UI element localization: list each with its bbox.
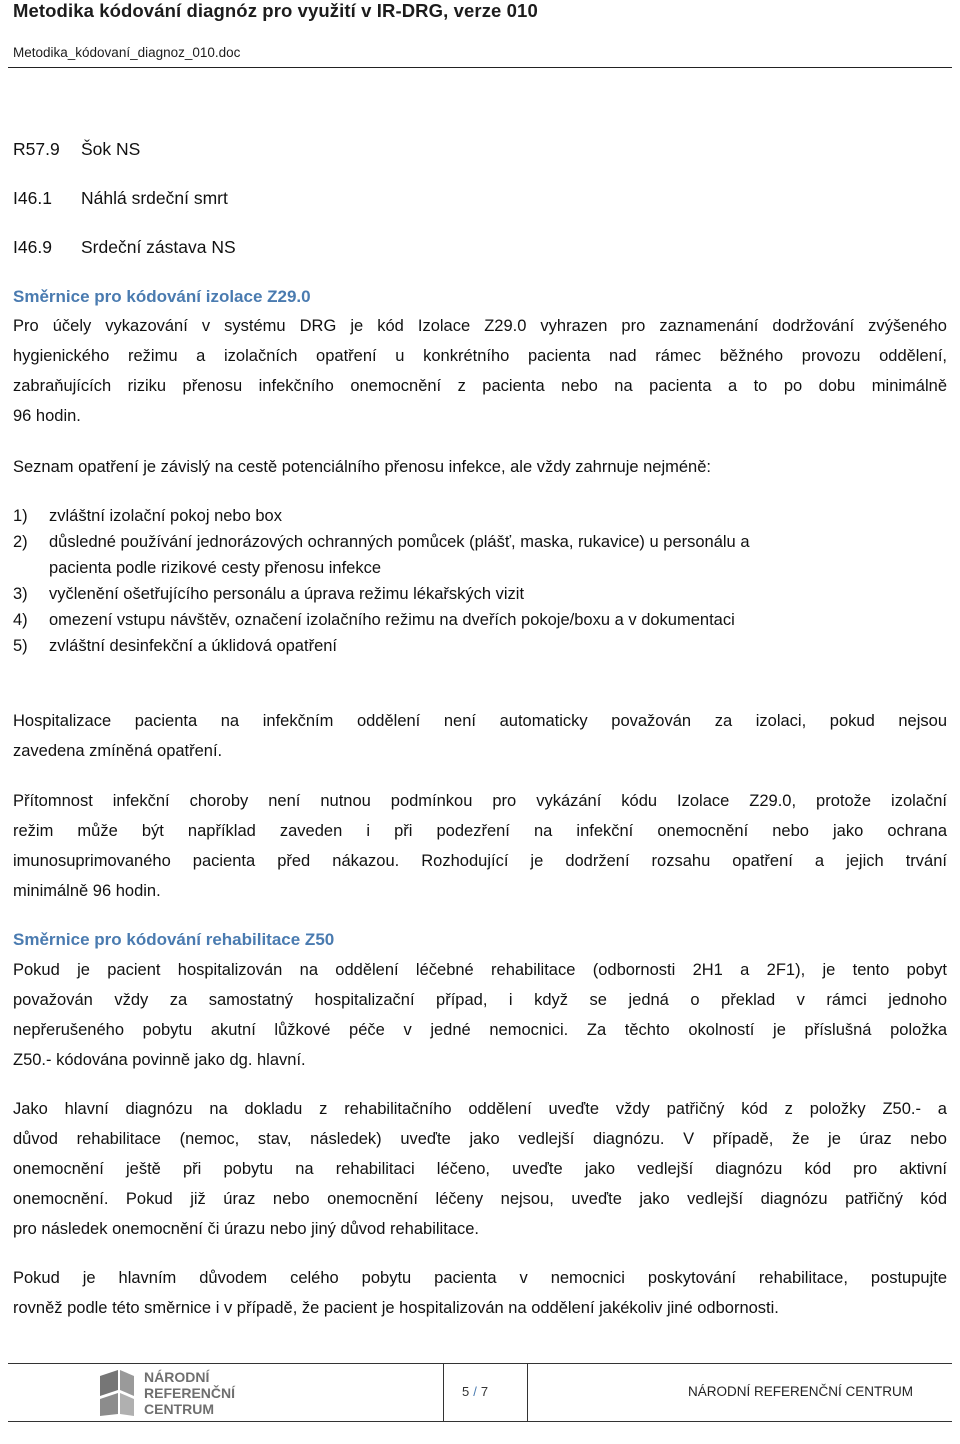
text-line: režim může být například zaveden i při podezření na infekční onemocnění nebo jako ochrana [13, 822, 947, 840]
list-item: 4) omezení vstupu návštěv, označení izolačního režimu na dveřích pokoje/boxu a v dokumentaci [13, 611, 735, 629]
document-title: Metodika kódování diagnóz pro využití v IR-DRG, verze 010 [13, 0, 538, 21]
header-divider [8, 67, 952, 68]
text-line: 96 hodin. [13, 407, 81, 425]
footer-cell-divider [443, 1363, 444, 1421]
text-line: minimálně 96 hodin. [13, 882, 161, 900]
code-row [13, 188, 228, 209]
text-line: hygienického režimu a izolačních opatření u konkrétního pacienta nad rámec běžného provozu oddělení, [13, 347, 947, 365]
isolation-paragraph-3 [13, 786, 947, 906]
page-separator: / [473, 1384, 477, 1399]
list-item: 2) důsledné používání jednorázových ochranných pomůcek (plášť, maska, rukavice) u personálu a [13, 533, 750, 551]
text-line: nepřerušeného pobytu akutní lůžkové péče v jedné nemocnici. Za těchto okolností je příslušná položka [13, 1021, 947, 1039]
list-item: 1) zvláštní izolační pokoj nebo box [13, 507, 282, 525]
section-heading-rehabilitation: Směrnice pro kódování rehabilitace Z50 [13, 930, 335, 949]
diagnosis-code: R57.9 [13, 139, 60, 159]
rehab-paragraph-1 [13, 955, 947, 1075]
section-heading-isolation: Směrnice pro kódování izolace Z29.0 [13, 287, 311, 306]
text-line: onemocnění. Pokud již úraz nebo onemocnění léčeny nejsou, uveďte jako vedlejší diagnózu patřičný kód [13, 1190, 947, 1208]
footer-divider [8, 1363, 952, 1364]
rehab-paragraph-3 [13, 1263, 947, 1323]
text-line: důvod rehabilitace (nemoc, stav, následek) uveďte jako vedlejší diagnózu. V případě, že je úraz nebo [13, 1130, 947, 1148]
text-line: Jako hlavní diagnózu na dokladu z rehabilitačního oddělení uveďte vždy patřičný kód z položky Z50.- a [13, 1100, 947, 1118]
text-line: zabraňujících riziku přenosu infekčního onemocnění z pacienta nebo na pacienta a to po dobu minimálně [13, 377, 947, 395]
text-line: Seznam opatření je závislý na cestě potenciálního přenosu infekce, ale vždy zahrnuje nejméně: [13, 458, 711, 476]
text-line: Pokud je pacient hospitalizován na oddělení léčebné rehabilitace (odbornosti 2H1 a 2F1), je tento pobyt [13, 961, 947, 979]
text-line: zavedena zmíněná opatření. [13, 742, 223, 760]
isolation-paragraph-2 [13, 706, 947, 766]
diagnosis-code: I46.9 [13, 237, 52, 257]
page-current: 5 [462, 1384, 470, 1399]
isolation-paragraph-1 [13, 311, 947, 431]
text-line: imunosuprimovaného pacienta před nákazou. Rozhodující je dodržení rozsahu opatření a jejich trvání [13, 852, 947, 870]
diagnosis-label: Srdeční zástava NS [81, 237, 236, 257]
text-line: považován vždy za samostatný hospitalizační případ, i když se jedná o překlad v rámci jednoho [13, 991, 947, 1009]
diagnosis-label: Náhlá srdeční smrt [81, 188, 228, 208]
measures-list [13, 503, 947, 659]
page-total: 7 [480, 1384, 489, 1399]
logo-text-line: NÁRODNÍ [144, 1369, 210, 1385]
code-row [13, 237, 236, 258]
footer-cell-divider [527, 1363, 528, 1421]
diagnosis-label: Šok NS [81, 139, 141, 159]
rehab-paragraph-2 [13, 1094, 947, 1244]
logo-text-line: REFERENČNÍ [144, 1385, 236, 1401]
page-number [462, 1384, 488, 1399]
text-line: rovněž podle této směrnice i v případě, že pacient je hospitalizován na oddělení jakékoliv jiné odbornosti. [13, 1299, 779, 1317]
list-item-continuation: pacienta podle rizikové cesty přenosu infekce [49, 559, 382, 577]
diagnosis-code: I46.1 [13, 188, 52, 208]
text-line: Přítomnost infekční choroby není nutnou podmínkou pro vykázání kódu Izolace Z29.0, protože izolační [13, 792, 947, 810]
logo-text-line: CENTRUM [144, 1401, 214, 1417]
logo-mark-icon [100, 1370, 134, 1416]
footer-organization: NÁRODNÍ REFERENČNÍ CENTRUM [688, 1384, 914, 1399]
code-row [13, 139, 140, 160]
text-line: pro následek onemocnění či úrazu nebo jiný důvod rehabilitace. [13, 1220, 479, 1238]
nrc-logo [96, 1366, 256, 1420]
text-line: onemocnění ještě při pobytu na rehabilitaci léčeno, uveďte jako vedlejší diagnózu kód pro aktivní [13, 1160, 947, 1178]
text-line: Pro účely vykazování v systému DRG je kód Izolace Z29.0 vyhrazen pro zaznamenání dodržování zvýšeného [13, 317, 947, 335]
footer-bottom-border [8, 1421, 952, 1422]
measures-intro [13, 452, 947, 482]
document-filename: Metodika_kódovaní_diagnoz_010.doc [13, 45, 241, 60]
text-line: Pokud je hlavním důvodem celého pobytu pacienta v nemocnici poskytování rehabilitace, postupujte [13, 1269, 947, 1287]
list-item: 3) vyčlenění ošetřujícího personálu a úprava režimu lékařských vizit [13, 585, 525, 603]
list-item: 5) zvláštní desinfekční a úklidová opatření [13, 637, 338, 655]
text-line: Hospitalizace pacienta na infekčním oddělení není automaticky považován za izolaci, pokud nejsou [13, 712, 947, 730]
text-line: Z50.- kódována povinně jako dg. hlavní. [13, 1051, 306, 1069]
